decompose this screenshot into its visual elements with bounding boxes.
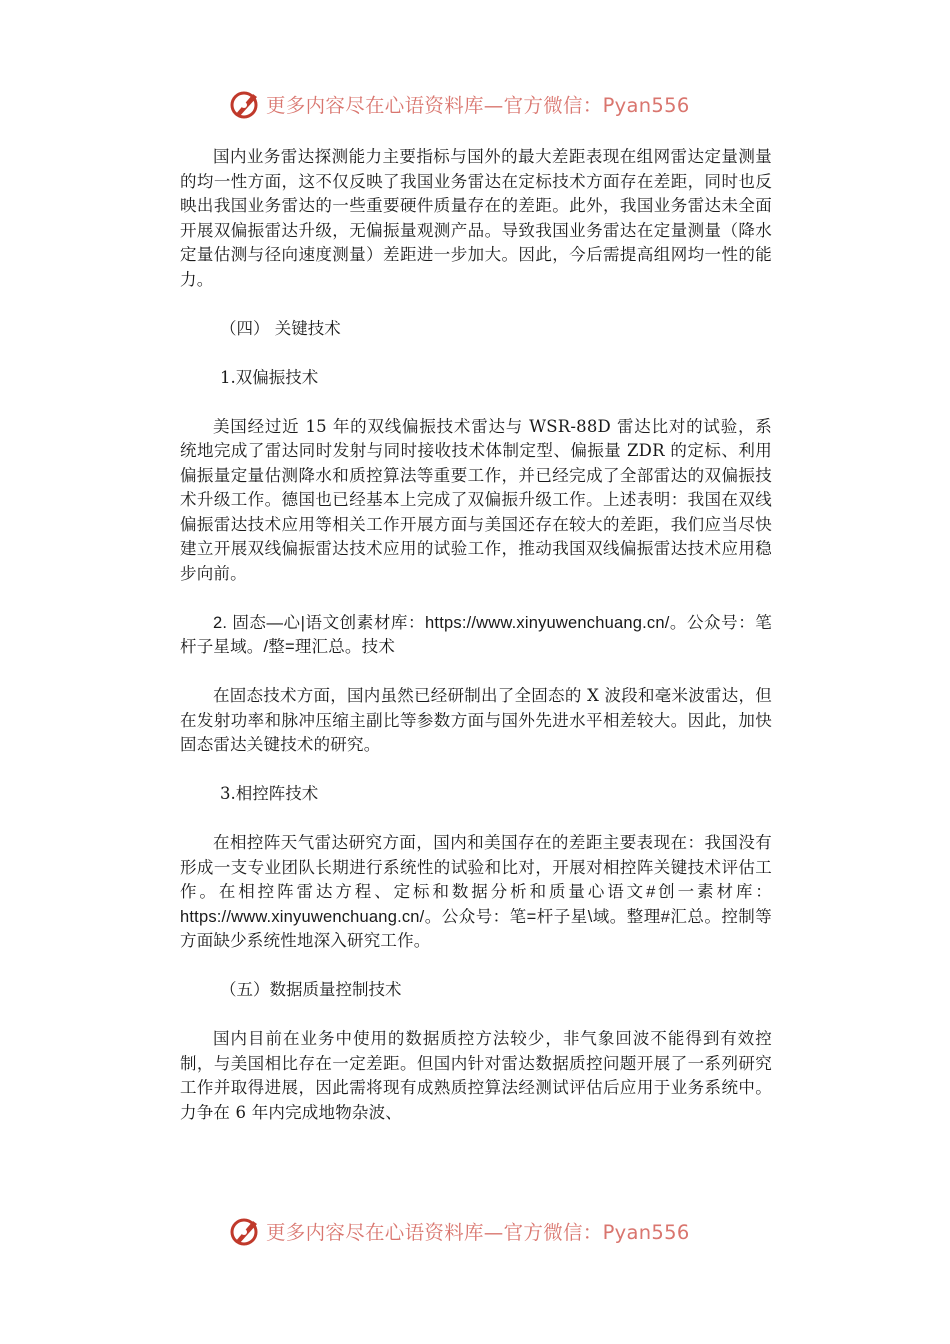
subheading-phased-array: 3.相控阵技术	[220, 784, 319, 803]
watermark-banner-bottom	[228, 1211, 728, 1251]
subheading-solid-state: 2. 固态—心|语文创素材库：https://www.xinyuwenchuang.cn/。公众号：笔杆子星域。/整=理汇总。技术	[180, 613, 772, 656]
pen-logo-icon	[228, 87, 262, 121]
subheading-dual-polarization: 1.双偏振技术	[220, 367, 319, 387]
paragraph-phased-array: 在相控阵天气雷达研究方面，国内和美国存在的差距主要表现在：我国没有形成一支专业团队长期进行系统性的试验和比对，开展对相控阵关键技术评估工作。在相控阵雷达方程、定标和数据分析和质量心语文#创一素材库：https://www.xinyuwenchuang.cn/。公众号：笔=杆子星\域。整理#汇总。控制等方面缺少系统性地深入研究工作。	[180, 834, 772, 950]
section-heading-quality-control: （五）数据质量控制技术	[220, 980, 402, 999]
pen-logo-icon	[228, 1214, 262, 1248]
watermark-banner-top	[228, 84, 728, 124]
document-body	[180, 145, 772, 1150]
watermark-text: 更多内容尽在心语资料库—官方微信：Pyan556	[266, 1221, 690, 1244]
watermark-text: 更多内容尽在心语资料库—官方微信：Pyan556	[266, 94, 690, 117]
paragraph-radar-gap: 国内业务雷达探测能力主要指标与国外的最大差距表现在组网雷达定量测量的均一性方面，这不仅反映了我国业务雷达在定标技术方面存在差距，同时也反映出我国业务雷达的一些重要硬件质量存在的差距。此外，我国业务雷达未全面开展双偏振雷达升级，无偏振量观测产品。导致我国业务雷达在定量测量（降水定量估测与径向速度测量）差距进一步加大。因此，今后需提高组网均一性的能力。	[180, 147, 772, 289]
paragraph-quality-control: 国内目前在业务中使用的数据质控方法较少，非气象回波不能得到有效控制，与美国相比存在一定差距。但国内针对雷达数据质控问题开展了一系列研究工作并取得进展，因此需将现有成熟质控算法经测试评估后应用于业务系统中。力争在 6 年内完成地物杂波、	[180, 1029, 772, 1122]
paragraph-solid-state: 在固态技术方面，国内虽然已经研制出了全固态的 X 波段和毫米波雷达，但在发射功率和脉冲压缩主副比等参数方面与国外先进水平相差较大。因此，加快固态雷达关键技术的研究。	[180, 686, 772, 754]
section-heading-key-tech: （四） 关键技术	[220, 318, 341, 338]
paragraph-dual-polarization: 美国经过近 15 年的双线偏振技术雷达与 WSR-88D 雷达比对的试验，系统地完成了雷达同时发射与同时接收技术体制定型、偏振量 ZDR 的定标、利用偏振量定量估测降水和质控算法等重要工作，并已经完成了全部雷达的双偏振技术升级工作。德国也已经基本上完成了双偏振升级工作。上述表明：我国在双线偏振雷达技术应用等相关工作开展方面与美国还存在较大的差距，我们应当尽快建立开展双线偏振雷达技术应用的试验工作，推动我国双线偏振雷达技术应用稳步向前。	[180, 416, 772, 583]
